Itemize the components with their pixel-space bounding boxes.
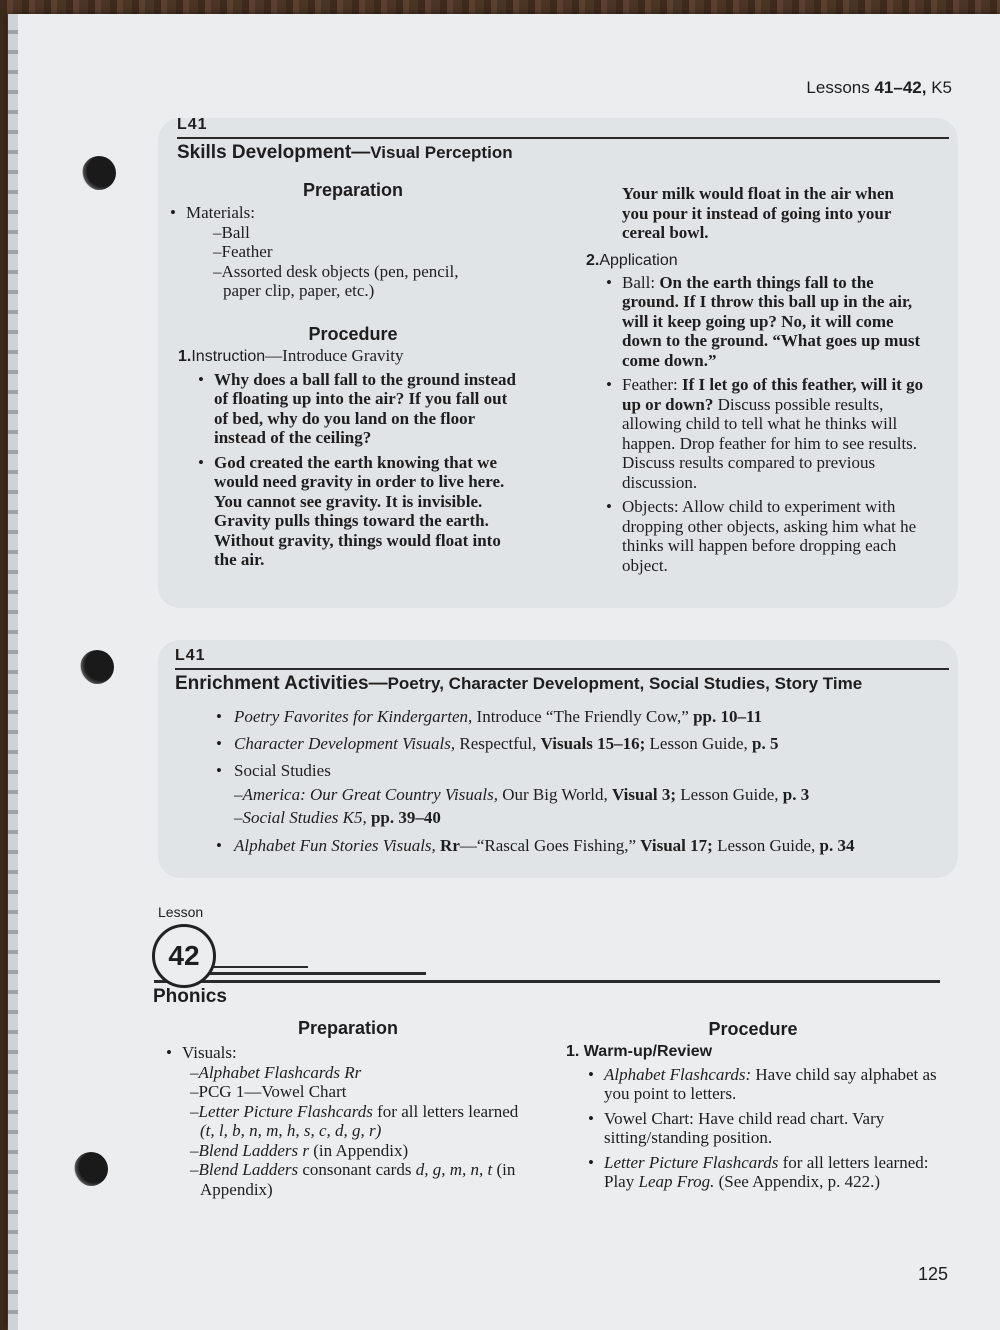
alphabet-page: p. 34 — [819, 836, 855, 855]
textbook-page — [8, 14, 1000, 1330]
skills-title-sub: Visual Perception — [370, 143, 513, 162]
p3-tail: (See Appendix, p. 422.) — [714, 1172, 881, 1191]
visual-blend-ladders-r — [182, 1141, 536, 1161]
social-sub1 — [234, 784, 936, 805]
ball-text: On the earth things fall to the ground. If I throw this ball up in the air, will it keep going up? No, it will come down to the ground. “What goes up must come down.” — [622, 272, 921, 370]
visuals-label: • Visuals: — [166, 1043, 536, 1063]
lesson-rule-mid — [208, 972, 426, 975]
social-sub1-visual: Visual 3; — [611, 785, 677, 804]
run-prefix: Lessons — [806, 78, 875, 97]
step1-text: Introduce Gravity — [282, 346, 404, 365]
alphabet-rr: Rr — [435, 836, 460, 855]
skills-procedure-heading: Procedure — [308, 324, 398, 344]
social-sub1-text: Our Big World, — [497, 785, 612, 804]
phonics-title: Phonics — [153, 986, 227, 1007]
v3-letters: (t, l, b, n, m, h, s, c, d, g, r) — [200, 1121, 382, 1140]
lesson-number-badge: 42 — [152, 924, 216, 988]
p3-text: for all letters learned: Play — [604, 1152, 929, 1191]
poetry-title: Poetry Favorites for Kindergarten, — [234, 707, 473, 726]
poetry-text: Introduce “The Friendly Cow,” — [472, 707, 694, 726]
enrichment-item-alphabet — [216, 835, 936, 856]
punch-hole-middle — [80, 650, 114, 684]
step1-label: Instruction — [191, 348, 266, 365]
social-sub2-title: –Social Studies K5, — [234, 808, 367, 827]
social-sub2-pages: pp. 39–40 — [366, 808, 441, 827]
skills-step1 — [178, 346, 523, 570]
alphabet-text: —“Rascal Goes Fishing,” — [459, 836, 641, 855]
v5-letters: d, g, m, n, t — [415, 1160, 493, 1179]
phonics-prep-heading: Preparation — [297, 1018, 399, 1038]
poetry-pages: pp. 10–11 — [693, 707, 763, 726]
enrichment-title-sub: Poetry, Character Development, Social Studies, Story Time — [387, 674, 863, 693]
skills-title-main: Skills Development— — [177, 142, 371, 163]
lesson-rule-long — [154, 980, 940, 983]
step2-bullet-feather — [606, 375, 931, 492]
material-ball: –Ball — [213, 222, 250, 242]
ball-label: Ball: — [622, 272, 660, 292]
skills-materials — [170, 203, 500, 301]
enrichment-list — [216, 706, 936, 856]
procedure-alphabet — [588, 1065, 946, 1104]
warmup-step: 1. Warm-up/Review — [566, 1043, 713, 1060]
p1-title: Alphabet Flashcards: — [604, 1064, 752, 1084]
visual-pcg: –PCG 1—Vowel Chart — [190, 1082, 347, 1101]
v4-text: (in Appendix) — [309, 1140, 409, 1160]
skills-step2 — [586, 250, 931, 575]
enrichment-item-character — [216, 733, 936, 754]
procedure-letter-flashcards — [588, 1153, 946, 1192]
lesson-rule-short — [208, 966, 308, 968]
feather-label: Feather: — [622, 375, 682, 394]
alphabet-title: Alphabet Fun Stories Visuals, — [234, 836, 436, 855]
visual-alphabet-flashcards — [182, 1063, 536, 1083]
character-visuals: Visuals 15–16; — [540, 734, 646, 753]
lesson-label: Lesson — [158, 904, 204, 920]
v5-title: –Blend Ladders — [190, 1160, 299, 1179]
social-sub1-guide: Lesson Guide, — [676, 785, 783, 804]
step1-bullet-ball — [198, 370, 523, 448]
feather-text: Discuss possible results, allowing child to tell what he thinks will happen. Drop feather for him to see results. Discuss results compared to previous discussion. — [622, 394, 918, 492]
p1-text: Have child say alphabet as you point to letters. — [604, 1064, 937, 1103]
enrichment-title — [175, 673, 862, 695]
material-desk-objects: –Assorted desk objects (pen, pencil, paper clip, paper, etc.) — [213, 261, 459, 300]
phonics-procedure — [566, 1042, 946, 1192]
material-feather: –Feather — [213, 242, 273, 261]
step2-label: Application — [599, 252, 678, 269]
step1-sep: — — [265, 346, 283, 365]
run-grade: K5 — [926, 78, 952, 97]
enrichment-title-main: Enrichment Activities— — [175, 673, 388, 694]
punch-hole-bottom — [74, 1152, 108, 1186]
enrichment-lesson-code: L41 — [175, 647, 206, 664]
step2-bullet-objects — [606, 497, 931, 575]
v5-text: consonant cards — [298, 1160, 416, 1179]
step1-number: 1. — [178, 348, 192, 365]
step1-bullet-god — [198, 453, 523, 570]
step2-number: 2. — [586, 252, 600, 269]
visual-blend-ladders-consonants — [182, 1160, 536, 1199]
v3-title: –Letter Picture Flashcards — [190, 1101, 373, 1121]
enrichment-item-social — [216, 760, 936, 828]
visual-letter-flashcards — [182, 1102, 536, 1141]
enrichment-item-poetry — [216, 706, 936, 727]
p3-game: Leap Frog. — [638, 1172, 715, 1191]
character-page: p. 5 — [752, 734, 779, 753]
social-label: • Social Studies — [234, 761, 331, 780]
phonics-visuals — [166, 1043, 536, 1199]
skills-lesson-code: L41 — [177, 116, 208, 133]
running-header — [806, 78, 952, 98]
step1-bullet1-text: Why does a ball fall to the ground instead of floating up into the air? If you fall out of bed, why do you land on the floor instead of the ceiling? — [214, 369, 516, 447]
v5-tail: (in Appendix) — [200, 1160, 516, 1199]
spiral-binding — [8, 14, 18, 1330]
v1-text: –Alphabet Flashcards Rr — [190, 1062, 362, 1082]
character-text: Respectful, — [455, 734, 541, 753]
character-guide: Lesson Guide, — [645, 734, 752, 753]
character-title: Character Development Visuals, — [234, 734, 456, 753]
phonics-procedure-heading: Procedure — [708, 1019, 798, 1039]
skills-rule — [177, 137, 949, 139]
step2-bullet-ball — [606, 273, 931, 371]
punch-hole-top — [82, 156, 116, 190]
social-sub1-title: –America: Our Great Country Visuals, — [234, 785, 498, 804]
enrichment-rule — [175, 668, 949, 670]
procedure-vowel-chart: • Vowel Chart: Have child read chart. Vary sitting/standing position. — [588, 1109, 946, 1148]
v4-title: –Blend Ladders r — [190, 1140, 309, 1160]
run-lessons: 41–42, — [874, 78, 927, 97]
skills-right-cont — [622, 184, 922, 243]
alphabet-guide: Lesson Guide, — [712, 836, 820, 855]
alphabet-visual: Visual 17; — [640, 836, 713, 855]
v3-text: for all letters learned — [372, 1101, 519, 1121]
skills-prep-heading: Preparation — [302, 180, 404, 200]
materials-label: • Materials: — [170, 203, 500, 223]
step1-bullet2-text: God created the earth knowing that we would need gravity in order to live here. You cannot see gravity. It is invisible. Gravity pulls things toward the earth. Without gravity, things would float into the air. — [214, 452, 505, 569]
page-number: 125 — [917, 1264, 948, 1284]
right-cont-text: Your milk would float in the air when you pour it instead of going into your cereal bowl. — [622, 184, 894, 242]
objects-text: Objects: Allow child to experiment with dropping other objects, asking him what he thinks will happen before dropping each object. — [622, 497, 917, 575]
social-sub1-page: p. 3 — [782, 785, 810, 804]
skills-title — [177, 142, 513, 164]
social-sub2 — [234, 807, 936, 828]
feather-bold: If I let go of this feather, will it go up or down? — [622, 375, 924, 414]
p3-title: Letter Picture Flashcards — [604, 1152, 779, 1172]
